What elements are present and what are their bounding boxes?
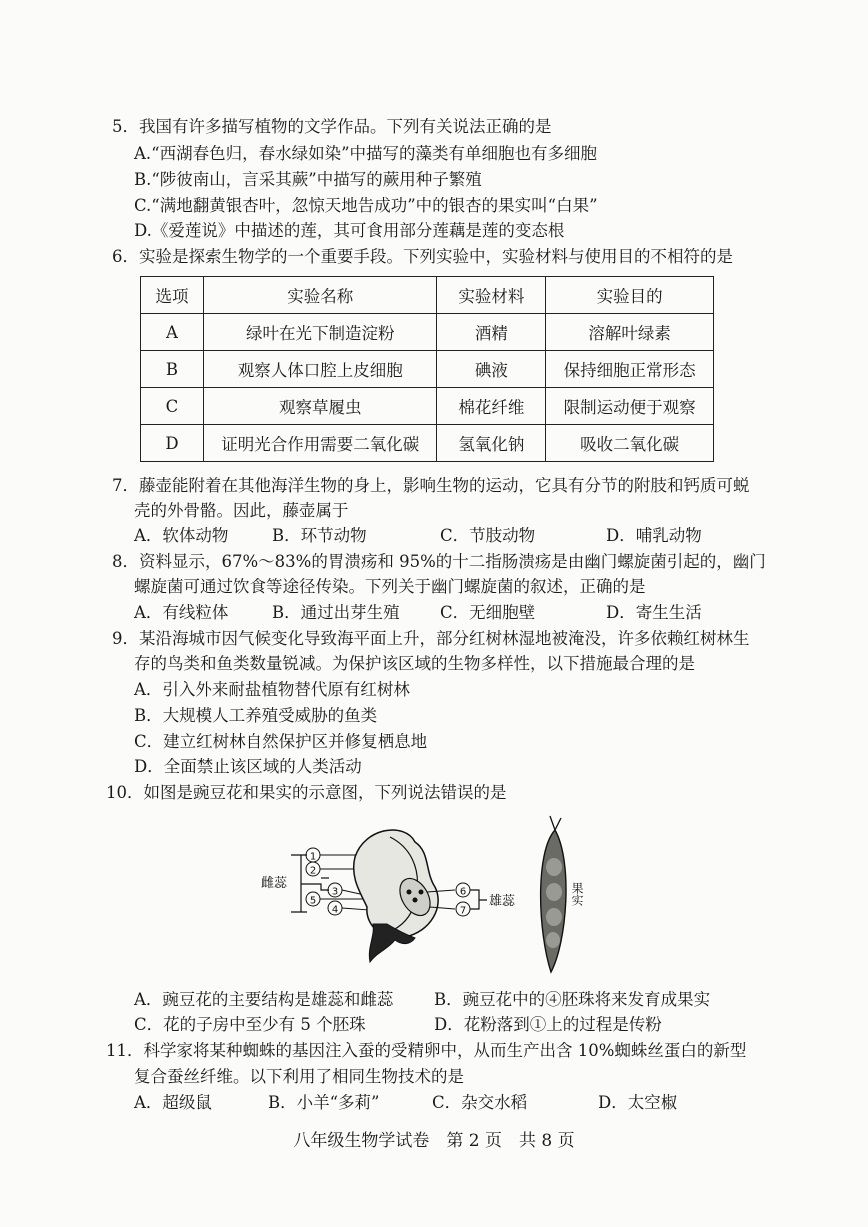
table-cell: 限制运动便于观察: [546, 388, 714, 425]
q7-option-b: B．环节动物: [272, 526, 367, 545]
table-header: 实验目的: [546, 277, 714, 314]
table-row: [141, 425, 714, 462]
q10-option-d: D．花粉落到①上的过程是传粉: [434, 1015, 662, 1034]
mark-1: [306, 848, 320, 863]
table-header: 实验材料: [437, 277, 546, 314]
mark-7: [456, 902, 470, 917]
table-cell: 证明光合作用需要二氧化碳: [203, 425, 437, 462]
q11-option-c: C．杂交水稻: [432, 1093, 528, 1112]
mark-3: [328, 883, 342, 898]
table-cell: 酒精: [437, 314, 546, 351]
table-cell: 氢氧化钠: [437, 425, 546, 462]
q7-option-a: A．软体动物: [134, 526, 229, 545]
table-row: [141, 351, 714, 388]
q11-option-b: B．小羊“多莉”: [268, 1093, 380, 1112]
mark-5: [306, 892, 320, 907]
q11-stem-line1: 11．科学家将某种蜘蛛的基因注入蚕的受精卵中，从而生产出含 10%蜘蛛丝蛋白的新型: [106, 1041, 747, 1060]
svg-text:6: 6: [459, 886, 467, 898]
table-cell: 溶解叶绿素: [546, 314, 714, 351]
q10-option-c: C．花的子房中至少有 5 个胚珠: [134, 1015, 366, 1034]
q8-stem-line2: 螺旋菌可通过饮食等途径传染。下列关于幽门螺旋菌的叙述，正确的是: [134, 577, 646, 596]
q9-option-c: C．建立红树林自然保护区并修复栖息地: [134, 732, 428, 751]
table-cell: 绿叶在光下制造淀粉: [203, 314, 437, 351]
q9-option-a: A．引入外来耐盐植物替代原有红树林: [134, 680, 410, 699]
q9-stem-line1: 9．某沿海城市因气候变化导致海平面上升，部分红树林湿地被淹没，许多依赖红树林生: [112, 629, 750, 648]
mark-2: [306, 862, 320, 877]
q7-option-d: D．哺乳动物: [606, 526, 702, 545]
svg-text:1: 1: [309, 851, 317, 863]
pea-flower-fruit-diagram: [255, 812, 615, 977]
q5-option-c: C.“满地翻黄银杏叶，忽惊天地告成功”中的银杏的果实叫“白果”: [134, 196, 598, 215]
table-cell: 保持细胞正常形态: [546, 351, 714, 388]
table-cell: 观察人体口腔上皮细胞: [203, 351, 437, 388]
table-row: [141, 388, 714, 425]
q6-stem: 6．实验是探索生物学的一个重要手段。下列实验中，实验材料与使用目的不相符的是: [112, 247, 733, 266]
q10-stem: 10．如图是豌豆花和果实的示意图，下列说法错误的是: [106, 783, 507, 802]
table-cell: D: [141, 425, 204, 462]
q7-stem-line1: 7．藤壶能附着在其他海洋生物的身上，影响生物的运动，它具有分节的附肢和钙质可蜕: [112, 476, 750, 495]
q8-stem-line1: 8．资料显示，67%～83%的胃溃疡和 95%的十二指肠溃疡是由幽门螺旋菌引起的，幽门: [112, 552, 766, 571]
mark-4: [328, 901, 342, 916]
stamen-label: 雄蕊: [489, 894, 516, 909]
table-cell: 棉花纤维: [437, 388, 546, 425]
q5-option-b: B.“陟彼南山，言采其蕨”中描写的蕨用种子繁殖: [134, 170, 482, 189]
page-footer: 八年级生物学试卷 第 2 页 共 8 页: [293, 1131, 575, 1151]
q10-option-a: A．豌豆花的主要结构是雄蕊和雌蕊: [134, 990, 394, 1009]
q11-option-a: A．超级鼠: [134, 1093, 212, 1112]
q5-stem: 5．我国有许多描写植物的文学作品。下列有关说法正确的是: [112, 117, 552, 136]
svg-text:2: 2: [309, 865, 317, 877]
svg-text:7: 7: [459, 905, 467, 917]
svg-text:4: 4: [331, 904, 339, 916]
table-header: 选项: [141, 277, 204, 314]
q8-option-a: A．有线粒体: [134, 603, 229, 622]
table-row: [141, 314, 714, 351]
table-header-row: [141, 277, 714, 314]
q9-option-b: B．大规模人工养殖受威胁的鱼类: [134, 706, 378, 725]
q11-option-d: D．太空椒: [598, 1093, 678, 1112]
fruit-label: 果实: [570, 882, 584, 906]
q8-option-d: D．寄生生活: [606, 603, 702, 622]
q11-stem-line2: 复合蚕丝纤维。以下利用了相同生物技术的是: [134, 1067, 464, 1086]
table-cell: C: [141, 388, 204, 425]
table-cell: 观察草履虫: [203, 388, 437, 425]
q5-option-d: D.《爱莲说》中描述的莲，其可食用部分莲藕是莲的变态根: [134, 221, 565, 240]
q8-option-c: C．无细胞壁: [440, 603, 536, 622]
q7-stem-line2: 壳的外骨骼。因此，藤壶属于: [134, 501, 349, 520]
q6-table: [140, 276, 714, 462]
table-cell: 吸收二氧化碳: [546, 425, 714, 462]
svg-text:3: 3: [331, 886, 339, 898]
table-header: 实验名称: [203, 277, 437, 314]
q5-option-a: A.“西湖春色归，春水绿如染”中描写的藻类有单细胞也有多细胞: [134, 144, 598, 163]
mark-6: [456, 883, 470, 898]
q9-option-d: D．全面禁止该区域的人类活动: [134, 757, 362, 776]
table-cell: 碘液: [437, 351, 546, 388]
q7-option-c: C．节肢动物: [440, 526, 536, 545]
q8-option-b: B．通过出芽生殖: [272, 603, 400, 622]
pistil-label: 雌蕊: [261, 876, 288, 891]
q9-stem-line2: 存的鸟类和鱼类数量锐减。为保护该区域的生物多样性，以下措施最合理的是: [134, 654, 695, 673]
svg-text:5: 5: [309, 895, 317, 907]
q10-option-b: B．豌豆花中的④胚珠将来发育成果实: [434, 990, 711, 1009]
table-cell: B: [141, 351, 204, 388]
table-cell: A: [141, 314, 204, 351]
